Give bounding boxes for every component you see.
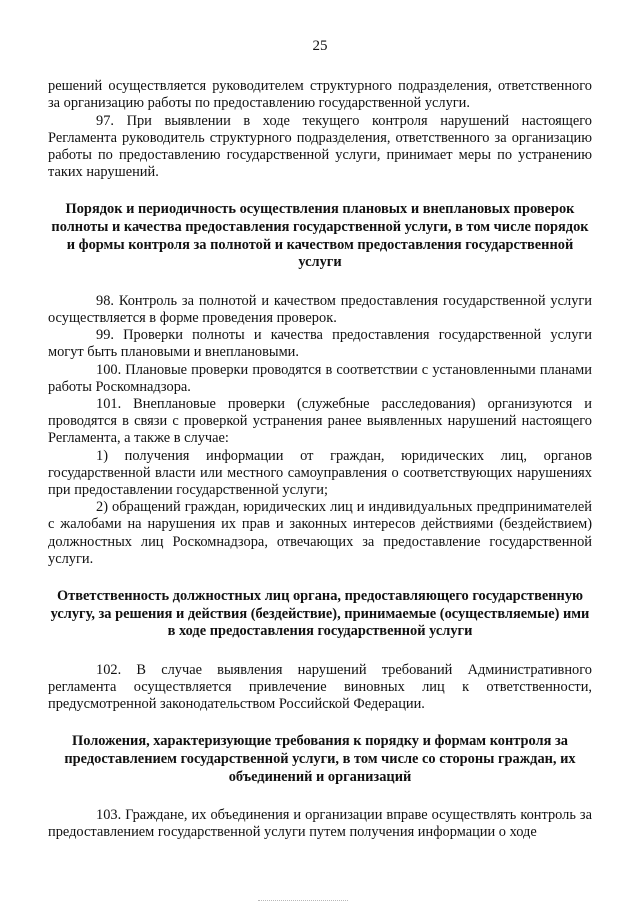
section-heading-responsibility: Ответственность должностных лиц органа, предоставляющего государственную услугу, за решения и действия (бездействие), принимаемые (осуществляемые) ими в ходе предоставления государственной услуги — [50, 588, 590, 640]
paragraph-102: 102. В случае выявления нарушений требований Административного регламента осуществляется привлечение виновных лиц к ответственности, предусмотренной законодательством Российской Федерации. — [48, 661, 592, 713]
paragraph-103: 103. Граждане, их объединения и организации вправе осуществлять контроль за предоставлением государственной услуги путем получения информации о ходе — [48, 807, 592, 841]
spacer — [48, 713, 592, 733]
section-heading-public-control: Положения, характеризующие требования к порядку и формам контроля за предоставлением государственной услуги, в том числе со стороны граждан, их объединений и организаций — [64, 733, 576, 785]
paragraph-continuation: решений осуществляется руководителем структурного подразделения, ответственного за организацию работы по предоставлению государственной услуги. — [48, 78, 592, 112]
spacer — [48, 786, 592, 807]
spacer — [48, 568, 592, 588]
list-item-2: 2) обращений граждан, юридических лиц и индивидуальных предпринимателей с жалобами на нарушения их прав и законных интересов действиями (бездействием) должностных лиц Роскомнадзора, отвечающих за предоставление государственной услуги. — [48, 499, 592, 567]
spacer — [48, 641, 592, 662]
list-item-1: 1) получения информации от граждан, юридических лиц, органов государственной власти или местного самоуправления о соответствующих нарушениях при предоставлении государственной услуги; — [48, 447, 592, 499]
paragraph-97: 97. При выявлении в ходе текущего контроля нарушений настоящего Регламента руководитель структурного подразделения, ответственного за организацию работы по предоставлению государственной услуги, принимает меры по устранению таких нарушений. — [48, 112, 592, 181]
page-number: 25 — [312, 38, 328, 54]
paragraph-99: 99. Проверки полноты и качества предоставления государственной услуги могут быть плановыми и внеплановыми. — [48, 327, 592, 361]
spacer — [48, 181, 592, 201]
paragraph-101: 101. Внеплановые проверки (служебные расследования) организуются и проводятся в связи с проверкой устранения ранее выявленных нарушений настоящего Регламента, а также в случае: — [48, 396, 592, 447]
paragraph-100: 100. Плановые проверки проводятся в соответствии с установленными планами работы Роскомнадзора. — [48, 361, 592, 395]
section-heading-inspections: Порядок и периодичность осуществления плановых и внеплановых проверок полноты и качества предоставления государственной услуги, в том числе порядок и формы контроля за полнотой и качеством предоставления государственной услуги — [51, 201, 589, 271]
spacer — [48, 272, 592, 293]
paragraph-98: 98. Контроль за полнотой и качеством предоставления государственной услуги осуществляется в форме проведения проверок. — [48, 292, 592, 326]
scan-artifact — [258, 900, 348, 902]
